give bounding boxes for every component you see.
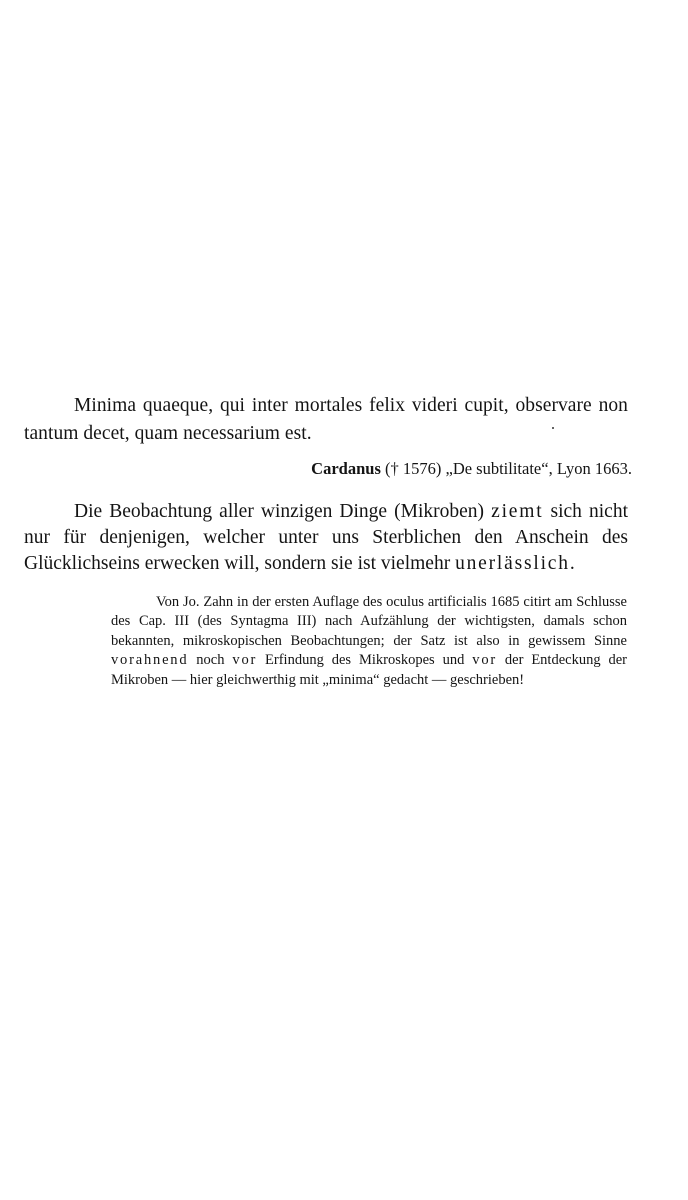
translation-text-2: sich nicht nur für denjenigen, welcher unter uns Sterblichen den Anschein des Glücklichseins erwecken will, sondern sie ist vielmehr (24, 501, 628, 574)
german-translation (24, 499, 628, 577)
print-speck (552, 427, 554, 429)
epigraph-attribution (311, 458, 632, 480)
note-emphasis-vor-1: vor (232, 652, 258, 669)
note-text-4: der Entdeckung der Mikroben — hier gleichwerthig mit „minima“ gedacht — geschrieben! (111, 652, 628, 688)
translation-emphasis-unerlaesslich: unerlässlich (455, 553, 570, 574)
note-emphasis-vorahnend: vorahnend (111, 652, 189, 669)
note-text-3: Erfindung des Mikroskopes und (257, 652, 473, 669)
attribution-author: Cardanus (311, 459, 381, 478)
translation-text-1: Die Beobachtung aller winzigen Dinge (Mikroben) (74, 501, 492, 522)
note-text-2: noch (188, 652, 233, 669)
attribution-source: († 1576) „De subtilitate“, Lyon 1663. (380, 459, 632, 478)
footnote-paragraph (111, 593, 627, 690)
note-text-1: Von Jo. Zahn in der ersten Auflage des oculus artificialis 1685 citirt am Schlusse des Cap. III (des Syntagma III) nach Aufzählung der wichtigsten, damals schon bekannten, mikroskopischen Beobachtungen; der Satz ist also in gewissem Sinne (111, 594, 627, 649)
latin-epigraph: Minima quaeque, qui inter mortales felix videri cupit, observare non tantum decet, quam necessarium est. (24, 395, 628, 444)
note-emphasis-vor-2: vor (472, 652, 497, 669)
translation-emphasis-ziemt: ziemt (491, 501, 544, 522)
translation-end: . (569, 553, 575, 574)
